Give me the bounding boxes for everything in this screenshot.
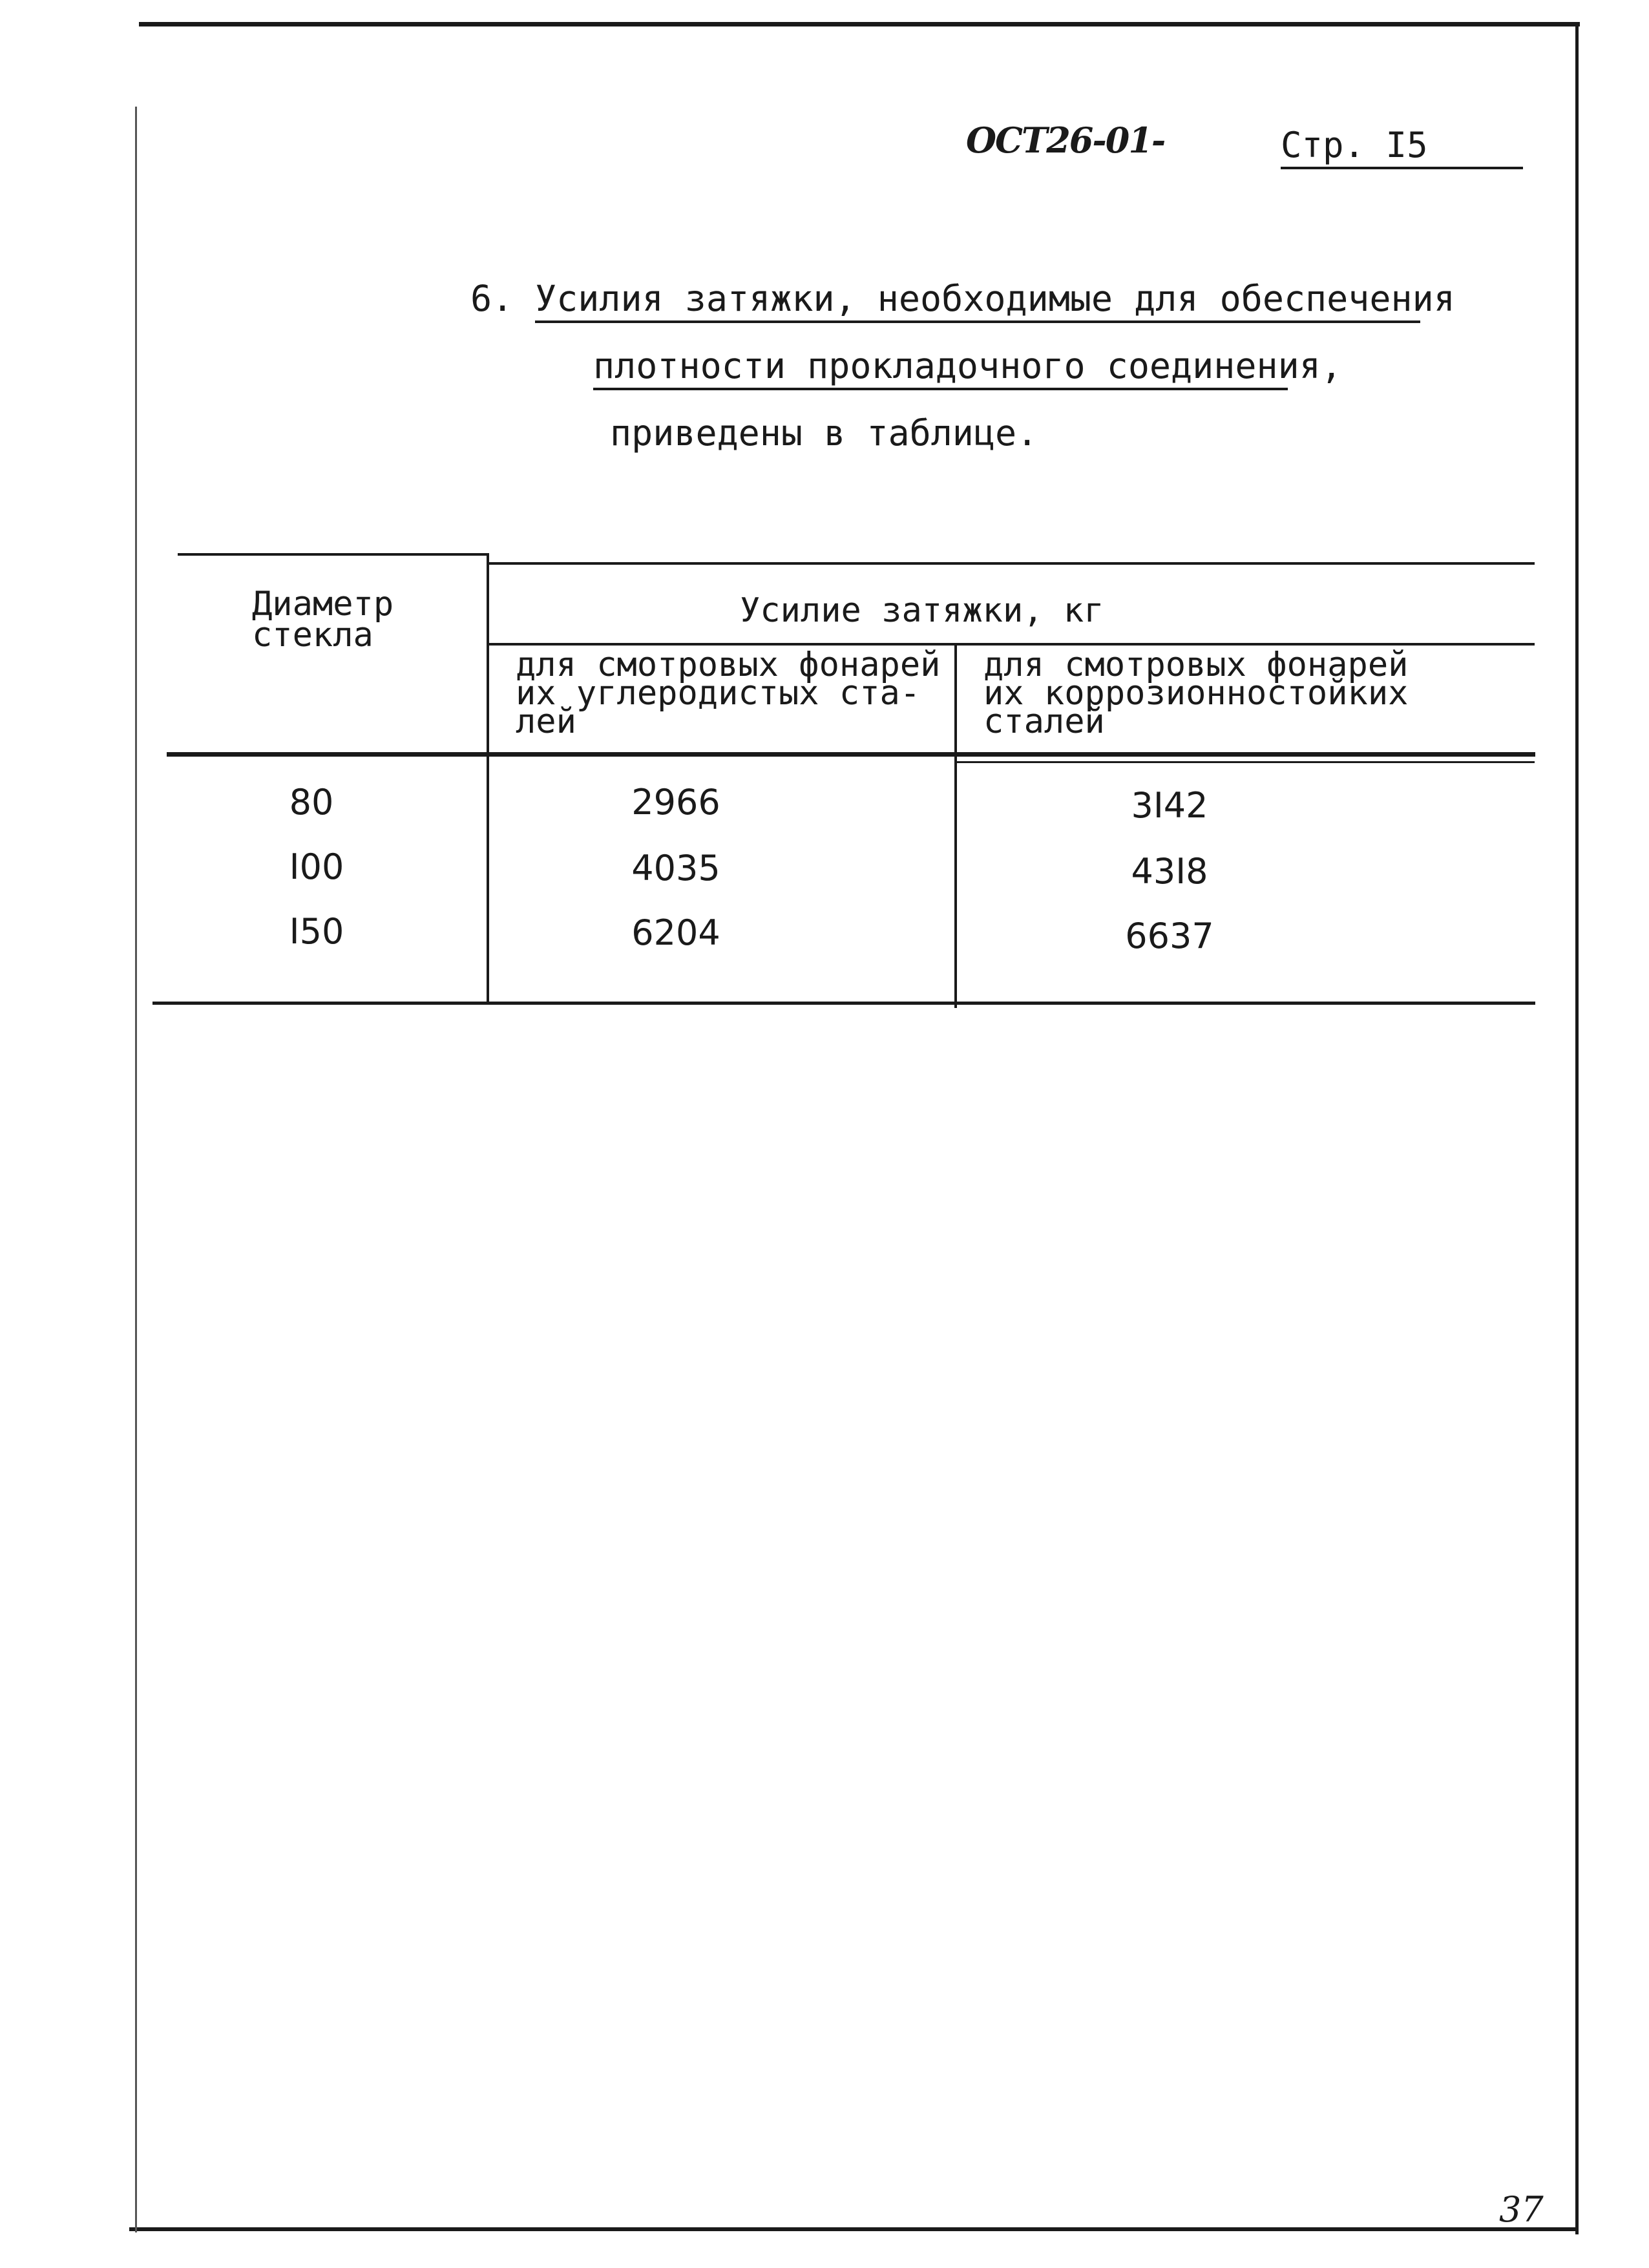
table-top-rule-left xyxy=(178,553,488,556)
frame-left-border xyxy=(135,107,137,2232)
section-heading-line-1: Усилия затяжки, необходимые для обеспечения xyxy=(535,278,1455,319)
cell-carbon-force: 4035 xyxy=(631,848,720,888)
section-number: 6. xyxy=(470,278,514,319)
table-top-rule-right xyxy=(488,562,1535,565)
cell-stainless-force: 6637 xyxy=(1125,916,1214,956)
col-header-carbon-line-2: их углеродистых ста- xyxy=(516,674,921,713)
cell-stainless-force: 43I8 xyxy=(1131,851,1208,892)
document-code: ОСТ26-01- xyxy=(966,120,1165,161)
cell-stainless-force: 3I42 xyxy=(1131,785,1208,826)
column-divider-2 xyxy=(954,643,957,1008)
cell-diameter: I50 xyxy=(289,911,344,952)
cell-carbon-force: 2966 xyxy=(631,782,720,823)
col-header-carbon-line-1: для смотровых фонарей xyxy=(516,646,941,684)
group-header-force: Усилие затяжки, кг xyxy=(740,591,1104,630)
section-heading-line-3: приведены в таблице. xyxy=(610,412,1038,454)
col-header-carbon-line-3: лей xyxy=(516,702,576,741)
page-number: 37 xyxy=(1499,2189,1544,2230)
page-label-underline xyxy=(1281,167,1523,169)
col-header-stainless-line-1: для смотровых фонарей xyxy=(983,646,1409,684)
cell-diameter: I00 xyxy=(289,846,344,887)
cell-diameter: 80 xyxy=(289,782,334,823)
column-divider-1 xyxy=(487,553,489,1004)
cell-carbon-force: 6204 xyxy=(631,912,720,953)
heading-underline-1 xyxy=(535,320,1420,323)
heading-underline-2 xyxy=(593,388,1288,390)
table-bottom-rule xyxy=(152,1002,1535,1005)
col-header-stainless-line-3: сталей xyxy=(983,702,1105,741)
page-label: Стр. I5 xyxy=(1281,125,1428,165)
section-heading-line-2: плотности прокладочного соединения, xyxy=(593,345,1342,386)
header-bottom-rule-thin xyxy=(956,761,1535,763)
col-header-diameter-line-1: Диаметр xyxy=(252,585,394,624)
col-header-stainless-line-2: их коррозионностойких xyxy=(983,674,1409,713)
frame-bottom-border xyxy=(129,2227,1577,2231)
frame-right-border xyxy=(1575,25,1579,2234)
header-bottom-rule xyxy=(167,752,1535,757)
col-header-diameter-line-2: стекла xyxy=(252,616,373,655)
frame-top-border xyxy=(139,22,1580,26)
